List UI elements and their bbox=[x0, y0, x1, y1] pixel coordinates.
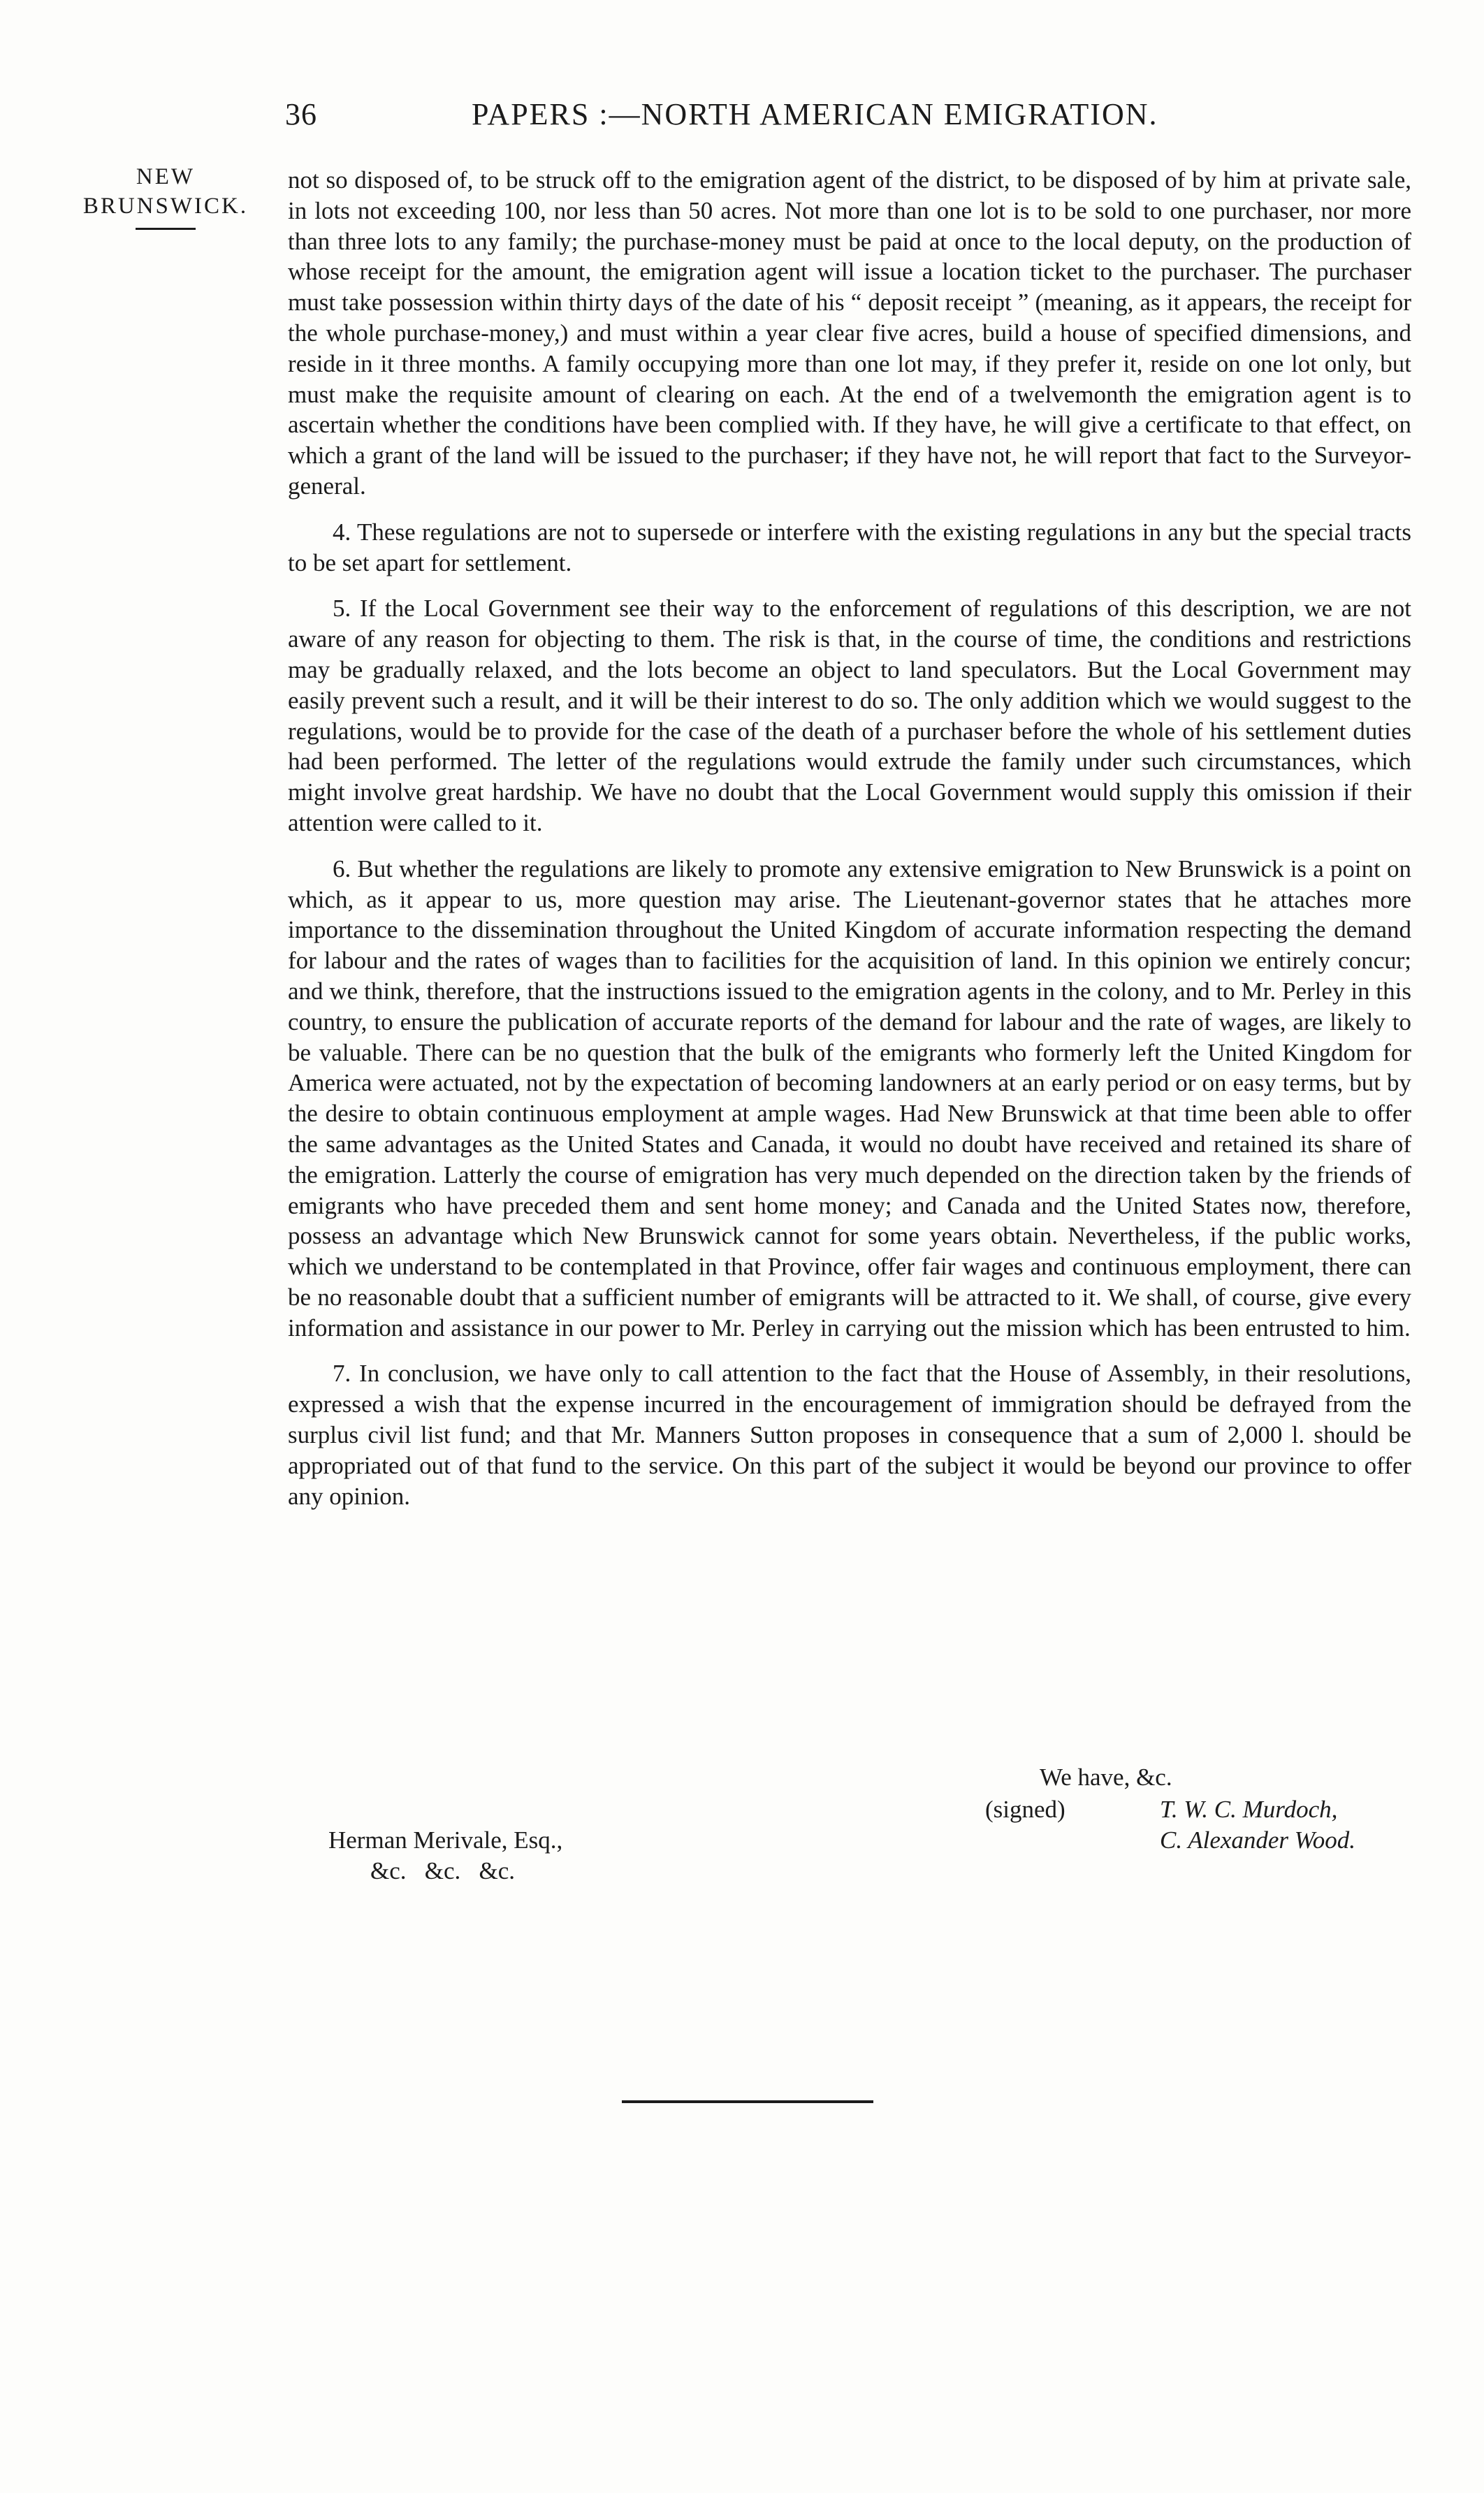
margin-note bbox=[64, 162, 267, 230]
paragraph-5: 5. If the Local Government see their way to the enforcement of regulations of this description, we are not aware of any reason for objecting to them. The risk is that, in the course of time, the conditions and restrictions may be gradually relaxed, and the lots become an object to land speculators. But the Local Government may easily prevent such a result, and it will be their interest to do so. The only addition which we would suggest to the regulations, would be to provide for the case of the death of a purchaser before the whole of his settlement duties had been performed. The letter of the regulations would extrude the family under such circumstances, which might involve great hardship. We have no doubt that the Local Government would supply this omission if their attention were called to it. bbox=[288, 595, 1411, 836]
paragraph-7: 7. In conclusion, we have only to call attention to the fact that the House of Assembly, in their resolutions, expressed a wish that the expense incurred in the encouragement of immigration should be defrayed from the surplus civil list fund; and that Mr. Manners Sutton proposes in consequence that a sum of 2,000 l. should be appropriated out of that fund to the service. On this part of the subject it would be beyond our province to offer any opinion. bbox=[288, 1360, 1411, 1510]
running-head: PAPERS :—NORTH AMERICAN EMIGRATION. bbox=[472, 97, 1158, 131]
we-have-line: We have, &c. bbox=[1040, 1764, 1172, 1791]
paragraph-4: 4. These regulations are not to supersede or interfere with the existing regulations in any but the special tracts to be set apart for settlement. bbox=[288, 518, 1411, 576]
addressee-etc: &c. &c. &c. bbox=[370, 1857, 516, 1884]
continued-paragraph: not so disposed of, to be struck off to the emigration agent of the district, to be disposed of by him at private sale, in lots not exceeding 100, nor less than 50 acres. Not more than one lot is to be sold to one purchaser, nor more than three lots to any family; the purchase-money must be paid at once to the local deputy, on the production of whose receipt for the amount, the emigration agent will issue a location ticket to the purchaser. The purchaser must take possession within thirty days of the date of his “ deposit receipt ” (meaning, as it appears, the receipt for the whole purchase-money,) and must within a year clear five acres, build a house of specified dimensions, and reside in it three months. A family occupying more than one lot may, if they prefer it, reside on one lot only, but must make the requisite amount of clearing on each. At the end of a twelvemonth the emigration agent is to ascertain whether the conditions have been complied with. If they have, he will give a certificate to that effect, on which a grant of the land will be issued to the purchaser; if they have not, he will report that fact to the Surveyor-general. bbox=[288, 166, 1411, 500]
margin-note-rule bbox=[136, 228, 196, 230]
paragraph-6: 6. But whether the regulations are likely to promote any extensive emigration to New Brunswick is a point on which, as it appear to us, more question may arise. The Lieutenant-governor states that he attaches more importance to the dissemination throughout the United Kingdom of accurate information respecting the demand for labour and the rates of wages than to facilities for the acquisition of land. In this opinion we entirely concur; and we think, therefore, that the instructions issued to the emigration agents in the colony, and to Mr. Perley in this country, to ensure the publication of accurate reports of the demand for labour and the rate of wages, are likely to be valuable. There can be no question that the bulk of the emigrants who formerly left the United Kingdom for America were actuated, not by the expectation of becoming landowners at an early period or on easy terms, but by the desire to obtain continuous employment at ample wages. Had New Brunswick at that time been able to offer the same advantages as the United States and Canada, it would no doubt have received and retained its share of the emigration. Latterly the course of emigration has very much depended on the direction taken by the friends of emigrants who have preceded them and sent home money; and Canada and the United States now, therefore, possess an advantage which New Brunswick cannot for some years obtain. Nevertheless, if the public works, which we understand to be contemplated in that Province, offer fair wages and continuous employment, there can be no reasonable doubt that a sufficient number of emigrants will be attracted to it. We shall, of course, give every information and assistance in our power to Mr. Perley in carrying out the mission which has been entrusted to him. bbox=[288, 855, 1411, 1342]
document-body bbox=[288, 165, 1411, 1511]
end-rule bbox=[622, 2100, 873, 2103]
signatory-2: C. Alexander Wood. bbox=[1160, 1826, 1355, 1854]
signed-label: (signed) bbox=[985, 1796, 1065, 1823]
margin-note-line-2: BRUNSWICK. bbox=[82, 194, 249, 219]
addressee: Herman Merivale, Esq., bbox=[328, 1826, 563, 1854]
margin-note-line-1: NEW bbox=[136, 164, 196, 189]
page-number: 36 bbox=[285, 97, 317, 131]
signatory-1: T. W. C. Murdoch, bbox=[1160, 1796, 1338, 1823]
